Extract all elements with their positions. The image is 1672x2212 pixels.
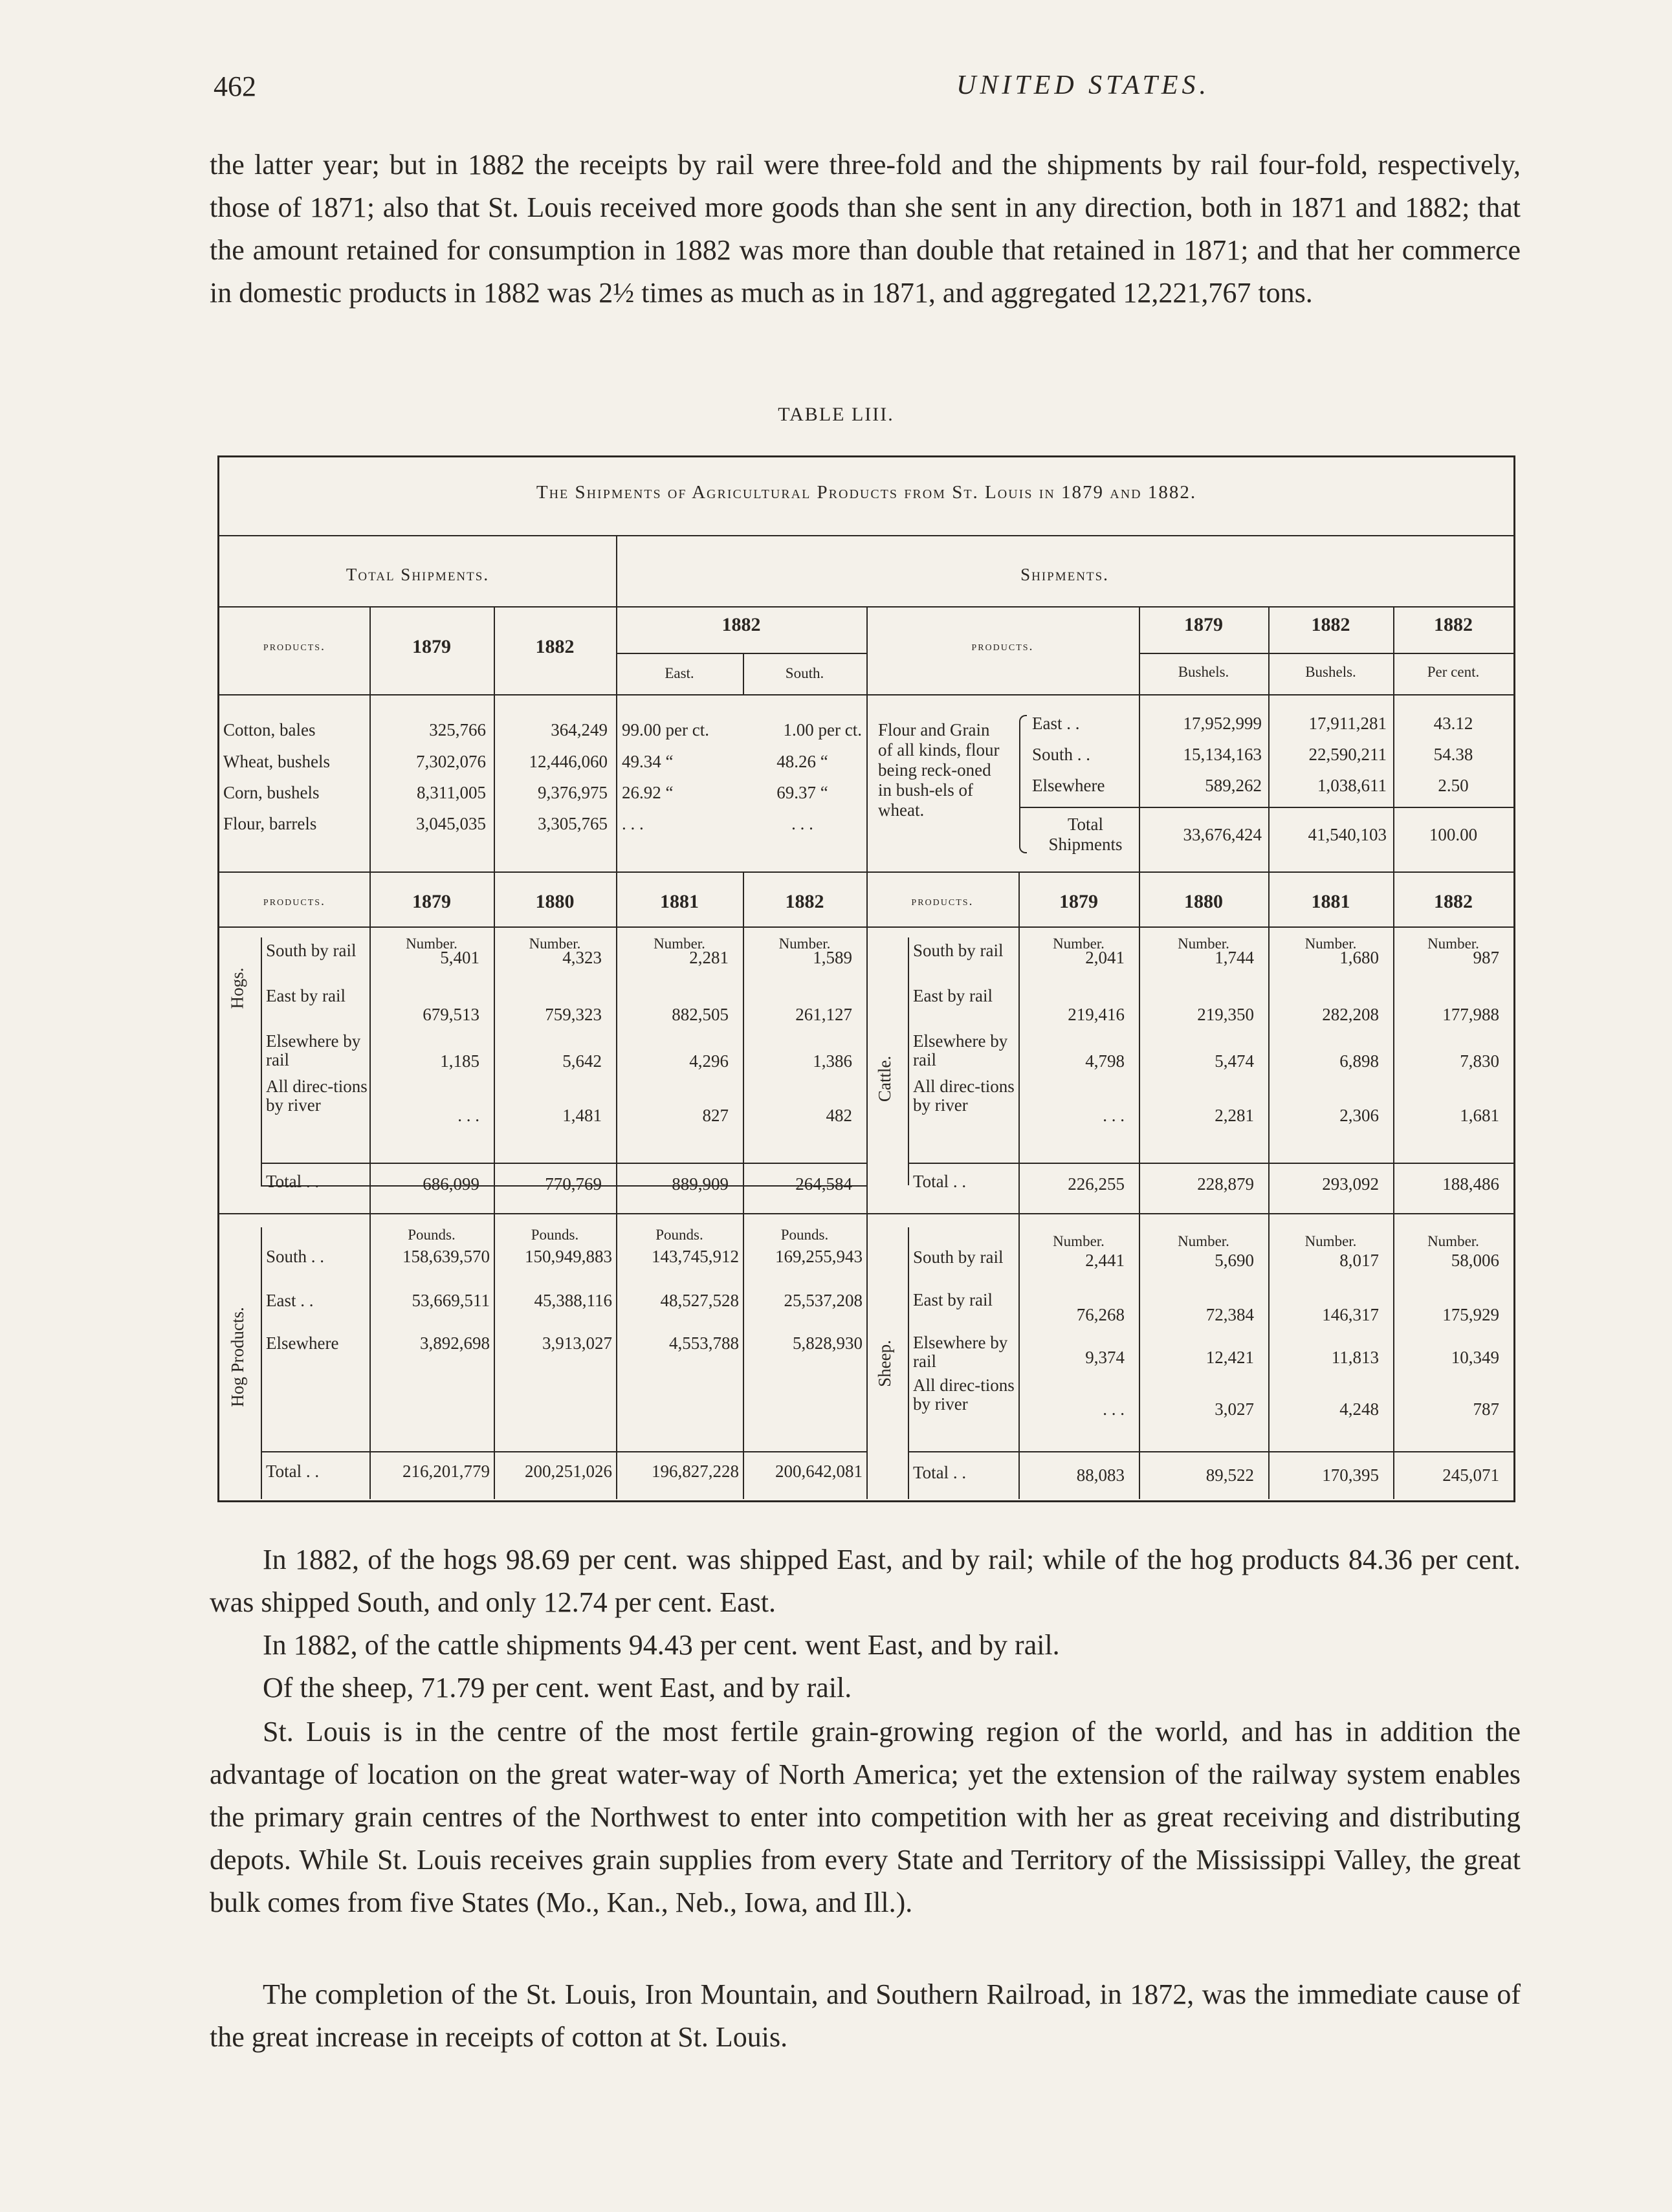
- hog-products-value: 53,669,511: [412, 1291, 490, 1310]
- flour-total-1879: 33,676,424: [1183, 825, 1262, 844]
- top-row-product: Corn, bushels: [223, 783, 320, 802]
- hogs-row-label: All direc-tions by river: [266, 1077, 368, 1115]
- top-row-1882: 9,376,975: [538, 783, 608, 802]
- sheep-value: 2,441: [1085, 1251, 1125, 1270]
- sheep-row-label: All direc-tions by river: [913, 1375, 1015, 1414]
- flour-1879: 589,262: [1205, 776, 1262, 795]
- flour-percent: 43.12: [1433, 714, 1473, 733]
- rule-h: [261, 1451, 866, 1452]
- top-row-east: 99.00 per ct.: [622, 720, 709, 739]
- page-number: 462: [214, 71, 256, 102]
- flour-brace: [1019, 715, 1027, 853]
- cattle-value: 2,281: [1215, 1106, 1254, 1125]
- hogs-value: 2,281: [689, 948, 729, 967]
- hogs-value: 482: [826, 1106, 852, 1125]
- rule-h: [908, 1163, 1513, 1164]
- cattle-value: 219,350: [1197, 1005, 1254, 1024]
- hog-products-row-label: East . .: [266, 1291, 314, 1310]
- hog-products-row-label: Elsewhere: [266, 1333, 339, 1353]
- hogs-total: 264,584: [795, 1174, 852, 1194]
- sheep-value: 8,017: [1339, 1251, 1379, 1270]
- year-1879-header-right: 1879: [1184, 614, 1223, 635]
- total-shipments-heading: Total Shipments.: [346, 565, 490, 584]
- sheep-value: 787: [1473, 1399, 1499, 1419]
- hog-products-row-label: South . .: [266, 1247, 325, 1266]
- hogs-total: 889,909: [672, 1174, 729, 1194]
- flour-1879: 17,952,999: [1183, 714, 1262, 733]
- top-row-east: 26.92 “: [622, 783, 674, 802]
- bushels-header: Bushels.: [1178, 664, 1229, 680]
- cattle-value: 4,798: [1085, 1051, 1125, 1071]
- page-header: [214, 70, 1508, 109]
- year-header: 1879: [1059, 891, 1098, 912]
- rule-v: [261, 937, 262, 1185]
- rule-v: [908, 1227, 909, 1499]
- sheep-value: 11,813: [1331, 1348, 1379, 1367]
- flour-1882: 22,590,211: [1308, 745, 1387, 764]
- hog-products-value: 25,537,208: [784, 1291, 863, 1310]
- products-header-right: products.: [971, 639, 1034, 653]
- products-header: products.: [263, 639, 326, 653]
- cattle-value: 1,680: [1339, 948, 1379, 967]
- year-header: 1881: [1311, 891, 1350, 912]
- cattle-value: 2,306: [1339, 1106, 1379, 1125]
- cattle-row-label: All direc-tions by river: [913, 1077, 1015, 1115]
- rule-lower: [219, 1213, 1513, 1214]
- top-row-1879: 7,302,076: [416, 752, 486, 771]
- number-unit: Number.: [1178, 936, 1229, 952]
- sheep-value: 5,690: [1215, 1251, 1254, 1270]
- sheep-row-label: Elsewhere by rail: [913, 1333, 1008, 1371]
- number-unit: Number.: [1304, 1233, 1357, 1249]
- number-unit: Number.: [529, 936, 581, 952]
- top-row-1882: 364,249: [551, 720, 608, 739]
- top-row-1882: 3,305,765: [538, 814, 608, 833]
- rule-v: [616, 606, 617, 871]
- cattle-total: 228,879: [1197, 1174, 1254, 1194]
- sheep-total: 88,083: [1076, 1465, 1125, 1485]
- year-1879-header: 1879: [412, 636, 451, 657]
- intro-paragraph: the latter year; but in 1882 the receipts by rail were three-fold and the shipments by rail four-fold, respectively, those of 1871; also that St. Louis received more goods than she sent in any direction, both in 1871 and 1882; that the amount retained for consumption in 1882 was more than double that retained in 1871; and that her commerce in domestic products in 1882 was 2½ times as much as in 1871, and aggregated 12,221,767 tons.: [210, 149, 1521, 309]
- cattle-value: 1,681: [1460, 1106, 1499, 1125]
- number-unit: Number.: [1178, 1233, 1229, 1249]
- number-unit: Number.: [654, 936, 705, 952]
- top-row-south: 69.37 “: [776, 783, 828, 802]
- flour-1879: 15,134,163: [1183, 745, 1262, 764]
- cattle-total: 188,486: [1442, 1174, 1499, 1194]
- paragraph-hogs: In 1882, of the hogs 98.69 per cent. was shipped East, and by rail; while of the hog products 84.36 per cent. was shipped South, and only 12.74 per cent. East.: [210, 1544, 1521, 1618]
- paragraph-cattle: In 1882, of the cattle shipments 94.43 per cent. went East, and by rail.: [263, 1629, 1060, 1661]
- rule-v: [866, 871, 868, 1499]
- hogs-value: 1,386: [813, 1051, 852, 1071]
- rule-header: [219, 694, 1513, 695]
- sheep-label: Sheep.: [874, 1339, 894, 1387]
- year-1882-pct-header: 1882: [1434, 614, 1473, 635]
- sheep-value: 76,268: [1076, 1305, 1125, 1324]
- sheep-value: 12,421: [1205, 1348, 1254, 1367]
- sheep-value: 58,006: [1451, 1251, 1499, 1270]
- number-unit: Number.: [1427, 936, 1479, 952]
- year-header: 1881: [660, 891, 699, 912]
- percent-header: Per cent.: [1427, 664, 1480, 680]
- table-label: TABLE LIII.: [778, 404, 894, 425]
- hog-products-value: 5,828,930: [793, 1333, 863, 1353]
- data-table: [217, 455, 1515, 1502]
- sheep-value: 10,349: [1451, 1348, 1499, 1367]
- top-row-product: Wheat, bushels: [223, 752, 330, 771]
- number-unit: Number.: [406, 936, 457, 952]
- sheep-value: 146,317: [1322, 1305, 1379, 1324]
- hog-products-total: 200,251,026: [525, 1462, 612, 1481]
- running-head: UNITED STATES.: [956, 71, 1211, 100]
- hog-products-value: 3,892,698: [420, 1333, 490, 1353]
- hogs-value: 1,185: [440, 1051, 479, 1071]
- hogs-value: 5,401: [440, 948, 479, 967]
- cattle-value: 2,041: [1085, 948, 1125, 967]
- paragraph-grain-region: St. Louis is in the centre of the most fertile grain-growing region of the world, and has in addition the advantage of location on the great water-way of North America; yet the extension of the railway system enables the primary grain centres of the Northwest to enter into competition with her as great receiving and distributing depots. While St. Louis receives grain supplies from every State and Territory of the Mississippi Valley, the great bulk comes from five States (Mo., Kan., Neb., Iowa, and Ill.).: [210, 1716, 1521, 1918]
- hog-products-label: Hog Products.: [227, 1306, 247, 1407]
- year-1882-span-header: 1882: [721, 614, 761, 635]
- pounds-unit: Pounds.: [531, 1227, 579, 1243]
- top-row-1879: 8,311,005: [417, 783, 486, 802]
- flour-1882: 1,038,611: [1317, 776, 1387, 795]
- pounds-unit: Pounds.: [655, 1227, 703, 1243]
- hogs-value: 679,513: [423, 1005, 479, 1024]
- flour-total-1882: 41,540,103: [1308, 825, 1387, 844]
- hogs-value: 4,323: [562, 948, 602, 967]
- hogs-value: 5,642: [562, 1051, 602, 1071]
- rule-h: [616, 653, 866, 654]
- east-header: East.: [665, 665, 694, 681]
- table-title: The Shipments of Agricultural Products from St. Louis in 1879 and 1882.: [536, 482, 1197, 503]
- hogs-value: . . .: [457, 1106, 479, 1125]
- hog-products-value: 48,527,528: [660, 1291, 739, 1310]
- top-row-product: Flour, barrels: [223, 814, 317, 833]
- sheep-value: . . .: [1103, 1399, 1125, 1419]
- cattle-value: . . .: [1103, 1106, 1125, 1125]
- rule-v: [908, 937, 909, 1185]
- products-header: products.: [263, 894, 326, 908]
- paragraph-sheep: Of the sheep, 71.79 per cent. went East, and by rail.: [263, 1672, 852, 1703]
- top-row-east: . . .: [622, 814, 644, 833]
- sheep-total-label: Total . .: [913, 1463, 967, 1482]
- cattle-value: 6,898: [1339, 1051, 1379, 1071]
- sheep-value: 9,374: [1085, 1348, 1125, 1367]
- hog-products-value: 150,949,883: [525, 1247, 612, 1266]
- flour-total-percent: 100.00: [1429, 825, 1478, 844]
- hog-products-value: 4,553,788: [669, 1333, 739, 1353]
- hog-products-value: 169,255,943: [775, 1247, 863, 1266]
- top-row-1879: 325,766: [429, 720, 486, 739]
- hog-products-total: 216,201,779: [402, 1462, 490, 1481]
- hogs-value: 759,323: [545, 1005, 602, 1024]
- hogs-total-label: Total . .: [266, 1172, 320, 1191]
- number-unit: Number.: [778, 936, 831, 952]
- cattle-row-label: East by rail: [913, 986, 993, 1005]
- flour-direction: South . .: [1032, 745, 1091, 764]
- cattle-value: 5,474: [1215, 1051, 1254, 1071]
- cattle-row-label: Elsewhere by rail: [913, 1031, 1008, 1069]
- rule-h: [261, 1163, 866, 1164]
- sheep-value: 4,248: [1339, 1399, 1379, 1419]
- top-row-east: 49.34 “: [622, 752, 674, 771]
- cattle-value: 7,830: [1460, 1051, 1499, 1071]
- hogs-value: 261,127: [795, 1005, 852, 1024]
- number-unit: Number.: [1053, 936, 1105, 952]
- cattle-row-label: South by rail: [913, 941, 1004, 960]
- rule-title: [219, 535, 1513, 536]
- cattle-value: 219,416: [1068, 1005, 1125, 1024]
- hog-products-value: 45,388,116: [534, 1291, 612, 1310]
- hogs-total: 686,099: [423, 1174, 479, 1194]
- flour-percent: 54.38: [1433, 745, 1473, 764]
- flour-1882: 17,911,281: [1308, 714, 1387, 733]
- top-row-1882: 12,446,060: [529, 752, 608, 771]
- flour-total-label: Total Shipments: [1048, 815, 1123, 854]
- cattle-total-label: Total . .: [913, 1172, 967, 1191]
- rule-h: [1019, 807, 1513, 808]
- hogs-value: 882,505: [672, 1005, 729, 1024]
- hog-products-value: 3,913,027: [542, 1333, 612, 1353]
- south-header: South.: [785, 665, 824, 681]
- cattle-total: 293,092: [1322, 1174, 1379, 1194]
- hogs-value: 1,589: [813, 948, 852, 967]
- top-row-south: 1.00 per ct.: [783, 720, 862, 739]
- hog-products-total-label: Total . .: [266, 1462, 320, 1481]
- sheep-value: 3,027: [1215, 1399, 1254, 1419]
- sheep-total: 170,395: [1322, 1465, 1379, 1485]
- top-row-product: Cotton, bales: [223, 720, 316, 739]
- rule-v: [261, 1227, 262, 1499]
- sheep-row-label: East by rail: [913, 1290, 993, 1309]
- flour-direction: East . .: [1032, 714, 1080, 733]
- sheep-row-label: South by rail: [913, 1247, 1004, 1267]
- paragraph-railroad: The completion of the St. Louis, Iron Mountain, and Southern Railroad, in 1872, was the immediate cause of the great increase in receipts of cotton at St. Louis.: [210, 1978, 1521, 2053]
- number-unit: Number.: [1427, 1233, 1479, 1249]
- hogs-value: 827: [702, 1106, 729, 1125]
- rule-h: [1139, 653, 1513, 654]
- sheep-total: 245,071: [1442, 1465, 1499, 1485]
- sheep-total: 89,522: [1205, 1465, 1254, 1485]
- top-row-south: . . .: [791, 814, 813, 833]
- cattle-label: Cattle.: [874, 1055, 894, 1102]
- hog-products-total: 196,827,228: [652, 1462, 739, 1481]
- rule-h: [908, 1451, 1513, 1452]
- year-header: 1879: [412, 891, 451, 912]
- hogs-label: Hogs.: [227, 967, 247, 1009]
- bushels-header-2: Bushels.: [1305, 664, 1356, 680]
- hog-products-value: 143,745,912: [652, 1247, 739, 1266]
- hog-products-value: 158,639,570: [402, 1247, 490, 1266]
- sheep-value: 72,384: [1205, 1305, 1254, 1324]
- year-header: 1880: [1184, 891, 1223, 912]
- products-header: products.: [911, 894, 974, 908]
- number-unit: Number.: [1053, 1233, 1105, 1249]
- cattle-value: 1,744: [1215, 948, 1254, 967]
- flour-grain-label: Flour and Grain of all kinds, flour being reck-oned in bush-els of wheat.: [878, 720, 1000, 820]
- pounds-unit: Pounds.: [780, 1227, 829, 1243]
- sheep-value: 175,929: [1442, 1305, 1499, 1324]
- cattle-value: 282,208: [1322, 1005, 1379, 1024]
- flour-percent: 2.50: [1438, 776, 1469, 795]
- hogs-value: 1,481: [562, 1106, 602, 1125]
- pounds-unit: Pounds.: [408, 1227, 456, 1243]
- year-header: 1882: [785, 891, 824, 912]
- year-1882-header-right: 1882: [1311, 614, 1350, 635]
- cattle-value: 987: [1473, 948, 1499, 967]
- shipments-heading: Shipments.: [1020, 565, 1109, 584]
- top-row-south: 48.26 “: [776, 752, 828, 771]
- flour-direction: Elsewhere: [1032, 776, 1105, 795]
- number-unit: Number.: [1304, 936, 1357, 952]
- rule-subheader: [219, 926, 1513, 928]
- cattle-value: 177,988: [1442, 1005, 1499, 1024]
- year-header: 1882: [1434, 891, 1473, 912]
- hogs-total: 770,769: [545, 1174, 602, 1194]
- cattle-total: 226,255: [1068, 1174, 1125, 1194]
- hogs-row-label: East by rail: [266, 986, 346, 1005]
- year-header: 1880: [535, 891, 575, 912]
- hogs-value: 4,296: [689, 1051, 729, 1071]
- year-1882-header: 1882: [535, 636, 575, 657]
- hog-products-total: 200,642,081: [775, 1462, 863, 1481]
- hogs-row-label: South by rail: [266, 941, 357, 960]
- top-row-1879: 3,045,035: [416, 814, 486, 833]
- hogs-row-label: Elsewhere by rail: [266, 1031, 361, 1069]
